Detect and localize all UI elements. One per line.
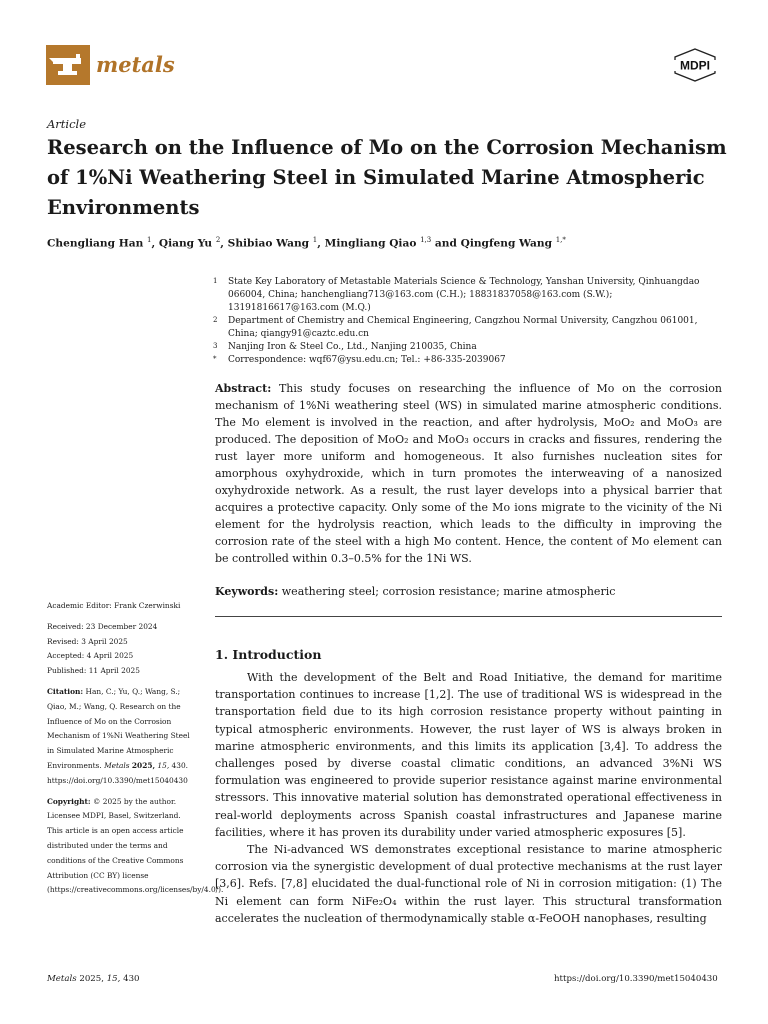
- author-affil: 1,3: [420, 236, 432, 244]
- article-type: Article: [47, 117, 87, 131]
- affiliation-item: [213, 315, 723, 341]
- footer-year: 2025,: [79, 974, 104, 984]
- copyright-text: © 2025 by the author. Licensee MDPI, Basel, Switzerland. This article is an open access article distributed under the terms and conditions of the Creative Commons Attribution (CC BY) license (https://creativecommons.org/licenses/by/4.0/).: [47, 796, 224, 895]
- anvil-logo-icon: [46, 45, 90, 85]
- author-name: Mingliang Qiao: [324, 237, 417, 250]
- author-affil: 1: [146, 236, 152, 244]
- footer-doi-link[interactable]: https://doi.org/10.3390/met15040430: [554, 974, 718, 984]
- copyright-block: [47, 795, 224, 899]
- section-divider: [215, 616, 722, 617]
- author-separator: ,: [151, 237, 159, 250]
- author-name: Qiang Yu: [158, 237, 213, 250]
- author-separator: ,: [220, 237, 228, 250]
- affiliation-item: [213, 341, 723, 354]
- affiliation-text: State Key Laboratory of Metastable Materials Science & Technology, Yanshan University, Qinhuangdao 066004, China; hanchengliang713@163.com (C.H.); 18831837058@163.com (S.W.); 13191816617@163.com (M.Q.): [228, 277, 700, 313]
- author-name: Shibiao Wang: [227, 237, 310, 250]
- dates-block: [47, 620, 195, 679]
- section-heading: 1. Introduction: [215, 647, 322, 662]
- affiliation-text: Correspondence: wqf67@ysu.edu.cn; Tel.: +86-335-2039067: [228, 355, 506, 365]
- article-meta: [47, 599, 224, 904]
- affiliation-mark: *: [213, 355, 217, 363]
- revised-date: Revised: 3 April 2025: [47, 636, 128, 646]
- footer-journal: Metals: [47, 974, 77, 984]
- mdpi-logo-text: MDPI: [680, 58, 710, 73]
- affiliation-mark: 2: [213, 316, 218, 324]
- affiliation-text: Nanjing Iron & Steel Co., Ltd., Nanjing 210035, China: [228, 342, 477, 352]
- academic-editor: Academic Editor: Frank Czerwinski: [47, 601, 181, 610]
- author-affil: 2: [215, 236, 221, 244]
- affiliation-mark: 3: [213, 342, 218, 350]
- received-date: Received: 23 December 2024: [47, 621, 158, 631]
- introduction-body: [215, 669, 722, 927]
- affiliation-mark: 1: [213, 277, 218, 285]
- article-title: Research on the Influence of Mo on the Corrosion Mechanism of 1%Ni Weathering Steel in Simulated Marine Atmospheric Environments: [47, 136, 727, 219]
- affiliation-text: Department of Chemistry and Chemical Engineering, Cangzhou Normal University, Cangzhou 061001, China; qiangy91@caztc.edu.cn: [228, 316, 698, 339]
- citation-doi[interactable]: 430. https://doi.org/10.3390/met15040430: [47, 760, 189, 785]
- author-affil: 1: [312, 236, 318, 244]
- author-separator: and: [431, 237, 461, 250]
- journal-name: metals: [96, 52, 175, 77]
- abstract-text: This study focuses on researching the influence of Mo on the corrosion mechanism of 1%Ni weathering steel (WS) in simulated marine atmospheric conditions. The Mo element is involved in the reaction, and after hydrolysis, MoO₂ and MoO₃ are produced. The deposition of MoO₂ and MoO₃ occurs in cracks and fissures, rendering the rust layer more uniform and homogeneous. It also furnishes nucleation sites for amorphous oxyhydroxide, which in turn promotes the interweaving of a nanosized oxyhydroxide network. As a result, the rust layer develops into a physical barrier that acquires a protective capacity. Only some of the Mo ions migrate to the vicinity of the Ni element for the hydrolysis reaction, which leads to the difficulty in improving the corrosion rate of the steel with a high Mo content. Hence, the content of Mo element can be controlled within 0.3–0.5% for the 1Ni WS.: [215, 382, 722, 565]
- footer-volume: 15,: [106, 974, 121, 984]
- published-date: Published: 11 April 2025: [47, 666, 140, 676]
- paragraph: The Ni-advanced WS demonstrates exceptional resistance to marine atmospheric corrosion via the synergistic development of dual protective mechanisms at the rust layer [3,6]. Refs. [7,8] elucidated the dual-functional role of Ni in corrosion mitigation: (1) The Ni element can form NiFe₂O₄ within the rust layer. This structural transformation accelerates the nucleation of thermodynamically stable α-FeOOH nanophases, resulting: [215, 843, 722, 925]
- accepted-date: Accepted: 4 April 2025: [47, 651, 134, 661]
- author-affil: 1,*: [555, 236, 566, 244]
- abstract: [215, 380, 722, 567]
- citation-block: [47, 685, 195, 789]
- author-name: Qingfeng Wang: [460, 237, 553, 250]
- keywords-label: Keywords:: [215, 585, 279, 598]
- author-name: Chengliang Han: [47, 237, 144, 250]
- keywords: [215, 583, 722, 600]
- citation-label: Citation:: [47, 686, 84, 696]
- footer-citation: [47, 974, 140, 984]
- affiliation-item: [213, 276, 723, 315]
- copyright-label: Copyright:: [47, 796, 91, 806]
- footer-article-no: 430: [123, 974, 140, 984]
- abstract-label: Abstract:: [215, 382, 272, 395]
- mdpi-logo-icon: [668, 46, 722, 82]
- affiliations: [213, 276, 723, 367]
- affiliation-item: [213, 354, 723, 367]
- citation-volume: 15,: [157, 760, 170, 770]
- author-list: [47, 236, 566, 250]
- keywords-text: weathering steel; corrosion resistance; marine atmospheric: [281, 585, 616, 598]
- citation-text: Han, C.; Yu, Q.; Wang, S.; Qiao, M.; Wang, Q. Research on the Influence of Mo on the Corrosion Mechanism of 1%Ni Weathering Steel in Simulated Marine Atmospheric Environments.: [47, 686, 190, 770]
- author-separator: ,: [317, 237, 325, 250]
- citation-year: 2025,: [131, 760, 156, 770]
- citation-journal: Metals: [104, 760, 130, 770]
- paragraph: With the development of the Belt and Road Initiative, the demand for maritime transportation continues to increase [1,2]. The use of traditional WS is widespread in the transportation field due to its high corrosion resistance property without painting in typical atmospheric environments. However, the rust layer of WS is always broken in marine atmospheric environments, and this limits its application [3,4]. To address the challenges posed by diverse coastal climatic conditions, an advanced 3%Ni WS formulation was engineered to provide superior resistance against marine environmental stressors. This innovative material solution has demonstrated operational effectiveness in real-world deployments across Spanish coastal infrastructures and Japanese marine facilities, where it has proven its durability under varied atmospheric exposures [5].: [215, 671, 722, 839]
